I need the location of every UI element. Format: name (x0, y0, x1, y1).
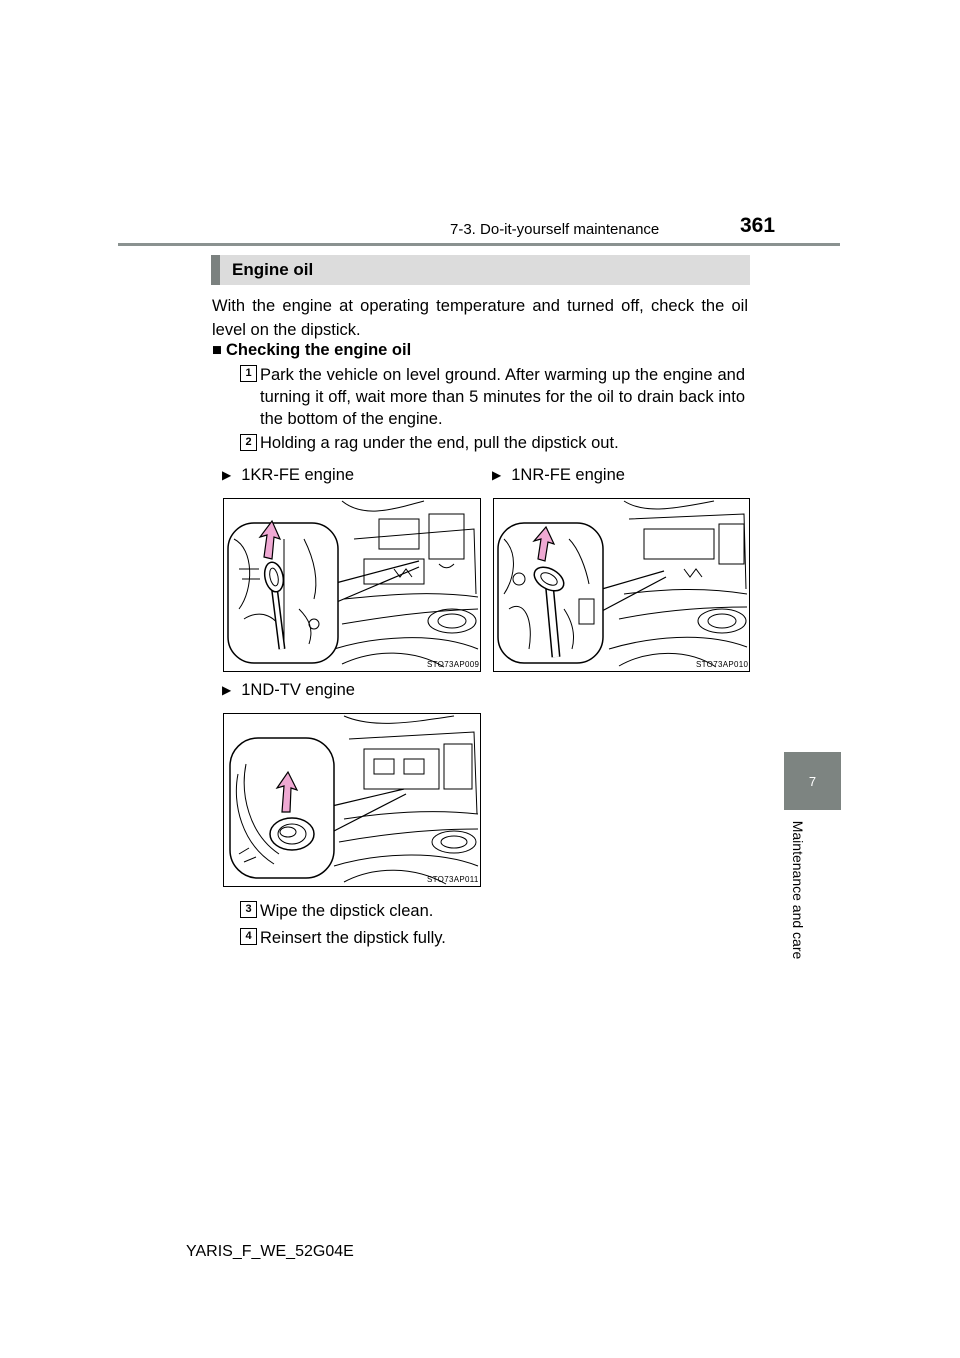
document-code: YARIS_F_WE_52G04E (186, 1243, 354, 1260)
chapter-title: Maintenance and care (790, 820, 806, 960)
figure-1nr-engine (493, 498, 750, 672)
chapter-tab[interactable] (784, 752, 841, 810)
subheading (212, 341, 411, 360)
running-header-section: 7-3. Do-it-yourself maintenance (450, 221, 660, 238)
step-text-2: Holding a rag under the end, pull the dipstick out. (260, 434, 619, 452)
chapter-title-vertical (757, 815, 839, 965)
page-number: 361 (740, 214, 776, 237)
triangle-bullet-icon: ▶ (222, 468, 232, 482)
engine-bay-illustration-1nd (224, 714, 480, 886)
engine-bay-illustration-1nr (494, 499, 749, 671)
engine-bay-illustration-1kr (224, 499, 480, 671)
header-rule (118, 243, 840, 246)
figure-label-text: 1NR-FE engine (511, 466, 625, 484)
figure-label-1nd (222, 681, 355, 700)
figure-label-text: 1KR-FE engine (241, 466, 355, 484)
intro-paragraph: With the engine at operating temperature and turned off, check the oil level on the dipstick. (212, 297, 748, 339)
step-number-2: 2 (240, 434, 257, 451)
triangle-bullet-icon: ▶ (492, 468, 502, 482)
figure-label-1nr (492, 466, 625, 485)
step-number-1: 1 (240, 365, 257, 382)
figure-1nd-engine (223, 713, 481, 887)
figure-label-1kr (222, 466, 354, 485)
step-text-4: Reinsert the dipstick fully. (260, 929, 446, 947)
step-text-1: Park the vehicle on level ground. After warming up the engine and turning it off, wait more than 5 minutes for the oil to drain back into the bottom of the engine. (260, 366, 745, 428)
section-title-bar (211, 255, 750, 285)
triangle-bullet-icon: ▶ (222, 683, 232, 697)
step-text-3: Wipe the dipstick clean. (260, 902, 434, 920)
section-title: Engine oil (232, 260, 314, 279)
square-bullet-icon: ■ (212, 341, 222, 359)
figure-code: STO73AP011 (427, 875, 479, 884)
step-number-3: 3 (240, 901, 257, 918)
step-number-4: 4 (240, 928, 257, 945)
chapter-number: 7 (808, 773, 817, 789)
figure-1kr-engine (223, 498, 481, 672)
subheading-text: Checking the engine oil (225, 341, 412, 359)
figure-label-text: 1ND-TV engine (241, 681, 355, 699)
figure-code: STO73AP010 (696, 660, 749, 669)
figure-code: STO73AP009 (427, 660, 480, 669)
